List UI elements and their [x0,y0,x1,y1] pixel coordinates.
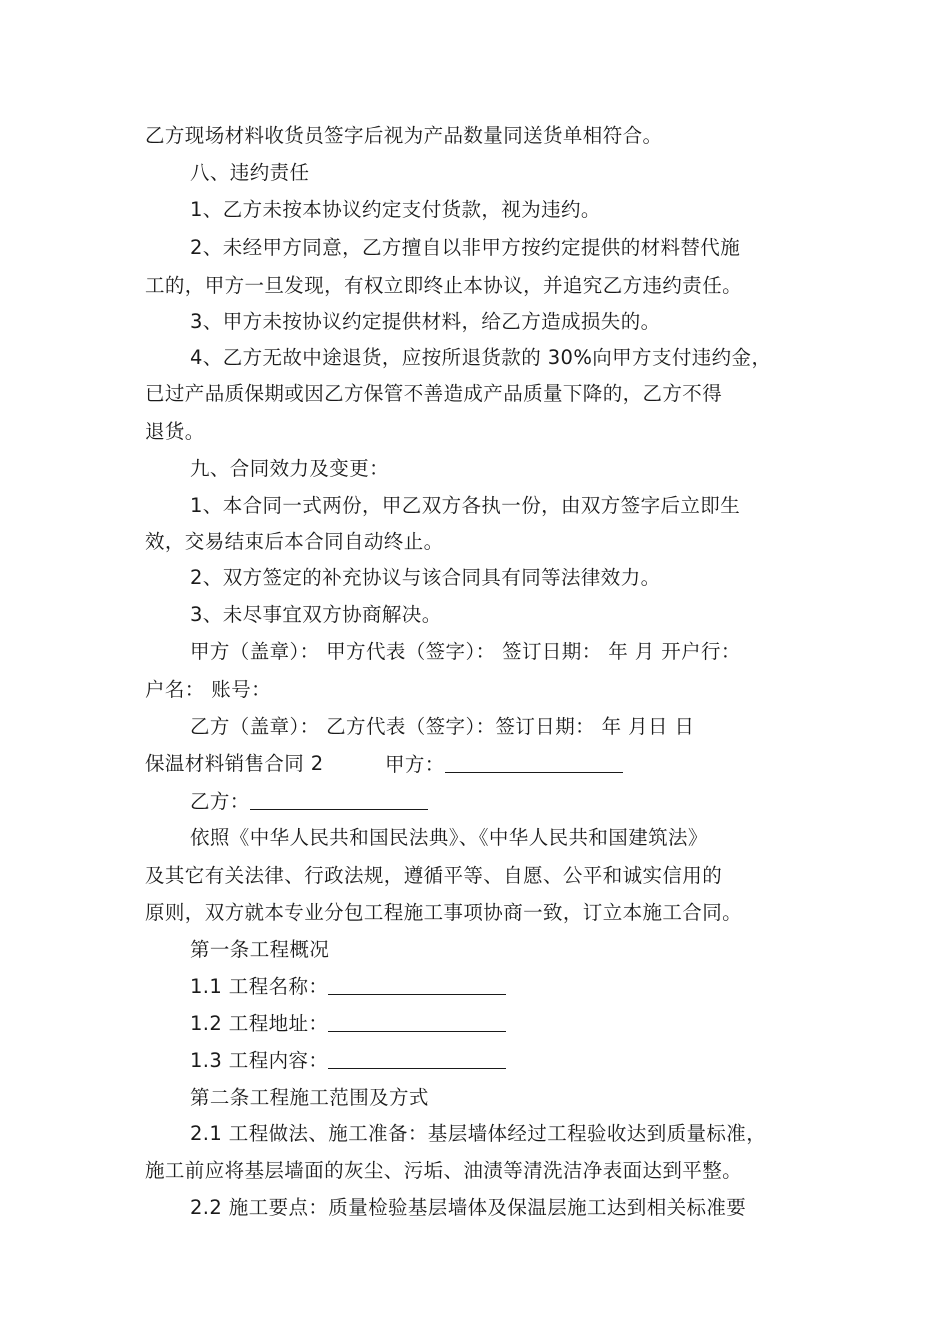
section-heading: 九、合同效力及变更： [190,457,390,480]
text-line: 退货。 [145,420,205,443]
text-line: 及其它有关法律、行政法规，遵循平等、自愿、公平和诚实信用的 [145,864,723,887]
party-a-label: 甲方： [385,753,445,776]
party-b-field [190,789,428,814]
project-name-label: 1.1 工程名称： [190,975,329,998]
text-line: 施工前应将基层墙面的灰尘、污垢、油渍等清洗洁净表面达到平整。 [145,1159,743,1182]
party-b-blank [250,789,428,810]
text-line: 乙方现场材料收货员签字后视为产品数量同送货单相符合。 [145,124,663,147]
project-content-field [190,1048,506,1073]
account-info-line: 户名： 账号： [145,678,271,701]
text-line: 3、未尽事宜双方协商解决。 [190,603,442,626]
project-name-blank [328,974,506,995]
text-line: 2.1 工程做法、施工准备：基层墙体经过工程验收达到质量标准， [190,1122,767,1145]
project-address-field [190,1011,506,1036]
party-a-field [385,752,623,777]
party-b-label: 乙方： [190,790,250,813]
text-line: 原则，双方就本专业分包工程施工事项协商一致，订立本施工合同。 [145,901,743,924]
text-line: 已过产品质保期或因乙方保管不善造成产品质量下降的，乙方不得 [145,382,723,405]
text-line: 工的，甲方一旦发现，有权立即终止本协议，并追究乙方违约责任。 [145,274,743,297]
text-line: 2、双方签定的补充协议与该合同具有同等法律效力。 [190,566,661,589]
project-content-label: 1.3 工程内容： [190,1049,329,1072]
contract-title: 保温材料销售合同 2 [145,752,324,775]
text-line: 4、乙方无故中途退货，应按所退货款的 30%向甲方支付违约金， [190,346,772,369]
project-content-blank [328,1048,506,1069]
signature-line-party-a: 甲方（盖章）： 甲方代表（签字）： 签订日期： 年 月 开户行： [190,640,741,663]
text-line: 1、本合同一式两份，甲乙双方各执一份，由双方签字后立即生 [190,494,741,517]
text-line: 1、乙方未按本协议约定支付货款，视为违约。 [190,198,601,221]
signature-line-party-b: 乙方（盖章）： 乙方代表（签字）：签订日期： 年 月日 日 [190,715,695,738]
project-address-label: 1.2 工程地址： [190,1012,329,1035]
section-heading: 八、违约责任 [190,161,310,184]
text-line: 依照《中华人民共和国民法典》、《中华人民共和国建筑法》 [190,826,708,849]
text-line: 2、未经甲方同意，乙方擅自以非甲方按约定提供的材料替代施 [190,236,741,259]
section-heading: 第一条工程概况 [190,938,330,961]
text-line: 效，交易结束后本合同自动终止。 [145,530,444,553]
project-address-blank [328,1011,506,1032]
text-line: 3、甲方未按协议约定提供材料，给乙方造成损失的。 [190,310,661,333]
text-line: 2.2 施工要点：质量检验基层墙体及保温层施工达到相关标准要 [190,1196,747,1219]
project-name-field [190,974,506,999]
party-a-blank [445,752,623,773]
section-heading: 第二条工程施工范围及方式 [190,1086,429,1109]
